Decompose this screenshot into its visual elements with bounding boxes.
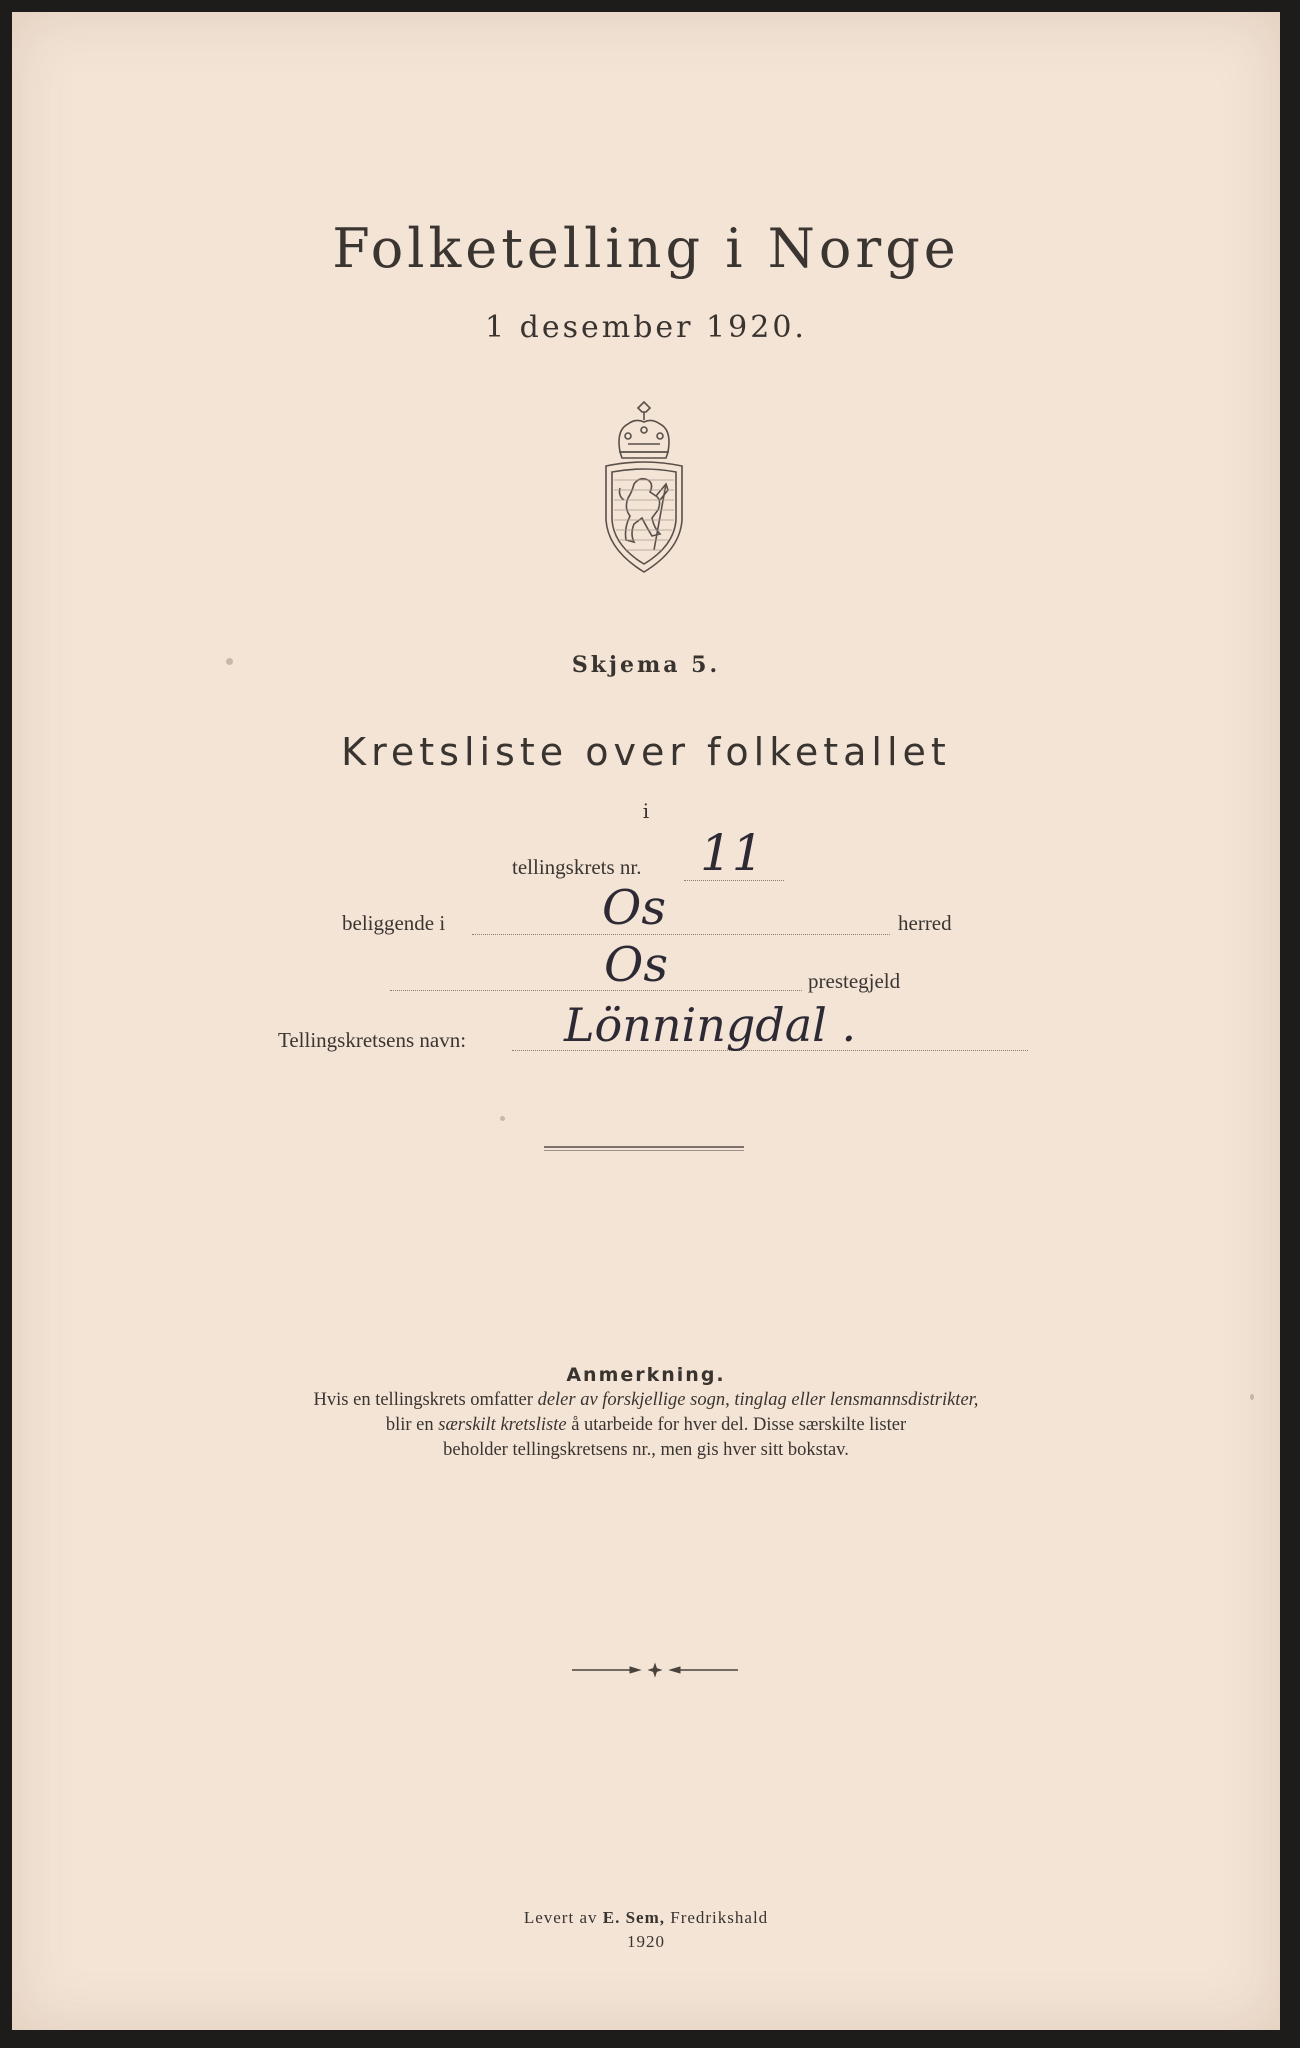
ornament-divider-icon bbox=[570, 1662, 740, 1678]
paper-speck bbox=[226, 658, 233, 665]
paper-speck bbox=[500, 1116, 505, 1121]
herred-line bbox=[472, 934, 890, 935]
census-form-page bbox=[12, 12, 1280, 2030]
krets-number-value: 11 bbox=[700, 824, 764, 882]
print-year: 1920 bbox=[627, 1932, 665, 1951]
page-title: Folketelling i Norge bbox=[332, 217, 960, 280]
divider-rule bbox=[544, 1146, 744, 1151]
located-in-label: beliggende i bbox=[342, 911, 446, 935]
krets-number-label: tellingskrets nr. bbox=[512, 855, 642, 879]
prestegjeld-label: prestegjeld bbox=[808, 969, 901, 993]
prestegjeld-line bbox=[390, 990, 802, 991]
note-line-3: beholder tellingskretsens nr., men gis hver sitt bokstav. bbox=[443, 1440, 849, 1460]
paper-speck bbox=[1250, 1394, 1254, 1400]
herred-label: herred bbox=[898, 911, 952, 935]
norwegian-coat-of-arms-icon bbox=[594, 400, 694, 580]
prestegjeld-value: Os bbox=[604, 937, 668, 993]
census-date: 1 desember 1920. bbox=[485, 310, 807, 345]
note-line-2: blir en særskilt kretsliste å utarbeide for hver del. Disse særskilte lister bbox=[385, 1415, 907, 1435]
note-line-1: Hvis en tellingskrets omfatter deler av forskjellige sogn, tinglag eller lensmannsdistrikter, bbox=[313, 1390, 979, 1410]
district-name-label: Tellingskretsens navn: bbox=[278, 1028, 467, 1052]
district-name-value: Lönningdal . bbox=[564, 998, 857, 1052]
note-title: Anmerkning. bbox=[566, 1364, 726, 1386]
printer-credit: Levert av E. Sem, Fredrikshald bbox=[523, 1908, 769, 1927]
form-heading: Kretsliste over folketallet bbox=[341, 730, 951, 774]
herred-value: Os bbox=[602, 880, 666, 936]
schema-number: Skjema 5. bbox=[571, 652, 721, 678]
connector-word: i bbox=[642, 799, 650, 823]
